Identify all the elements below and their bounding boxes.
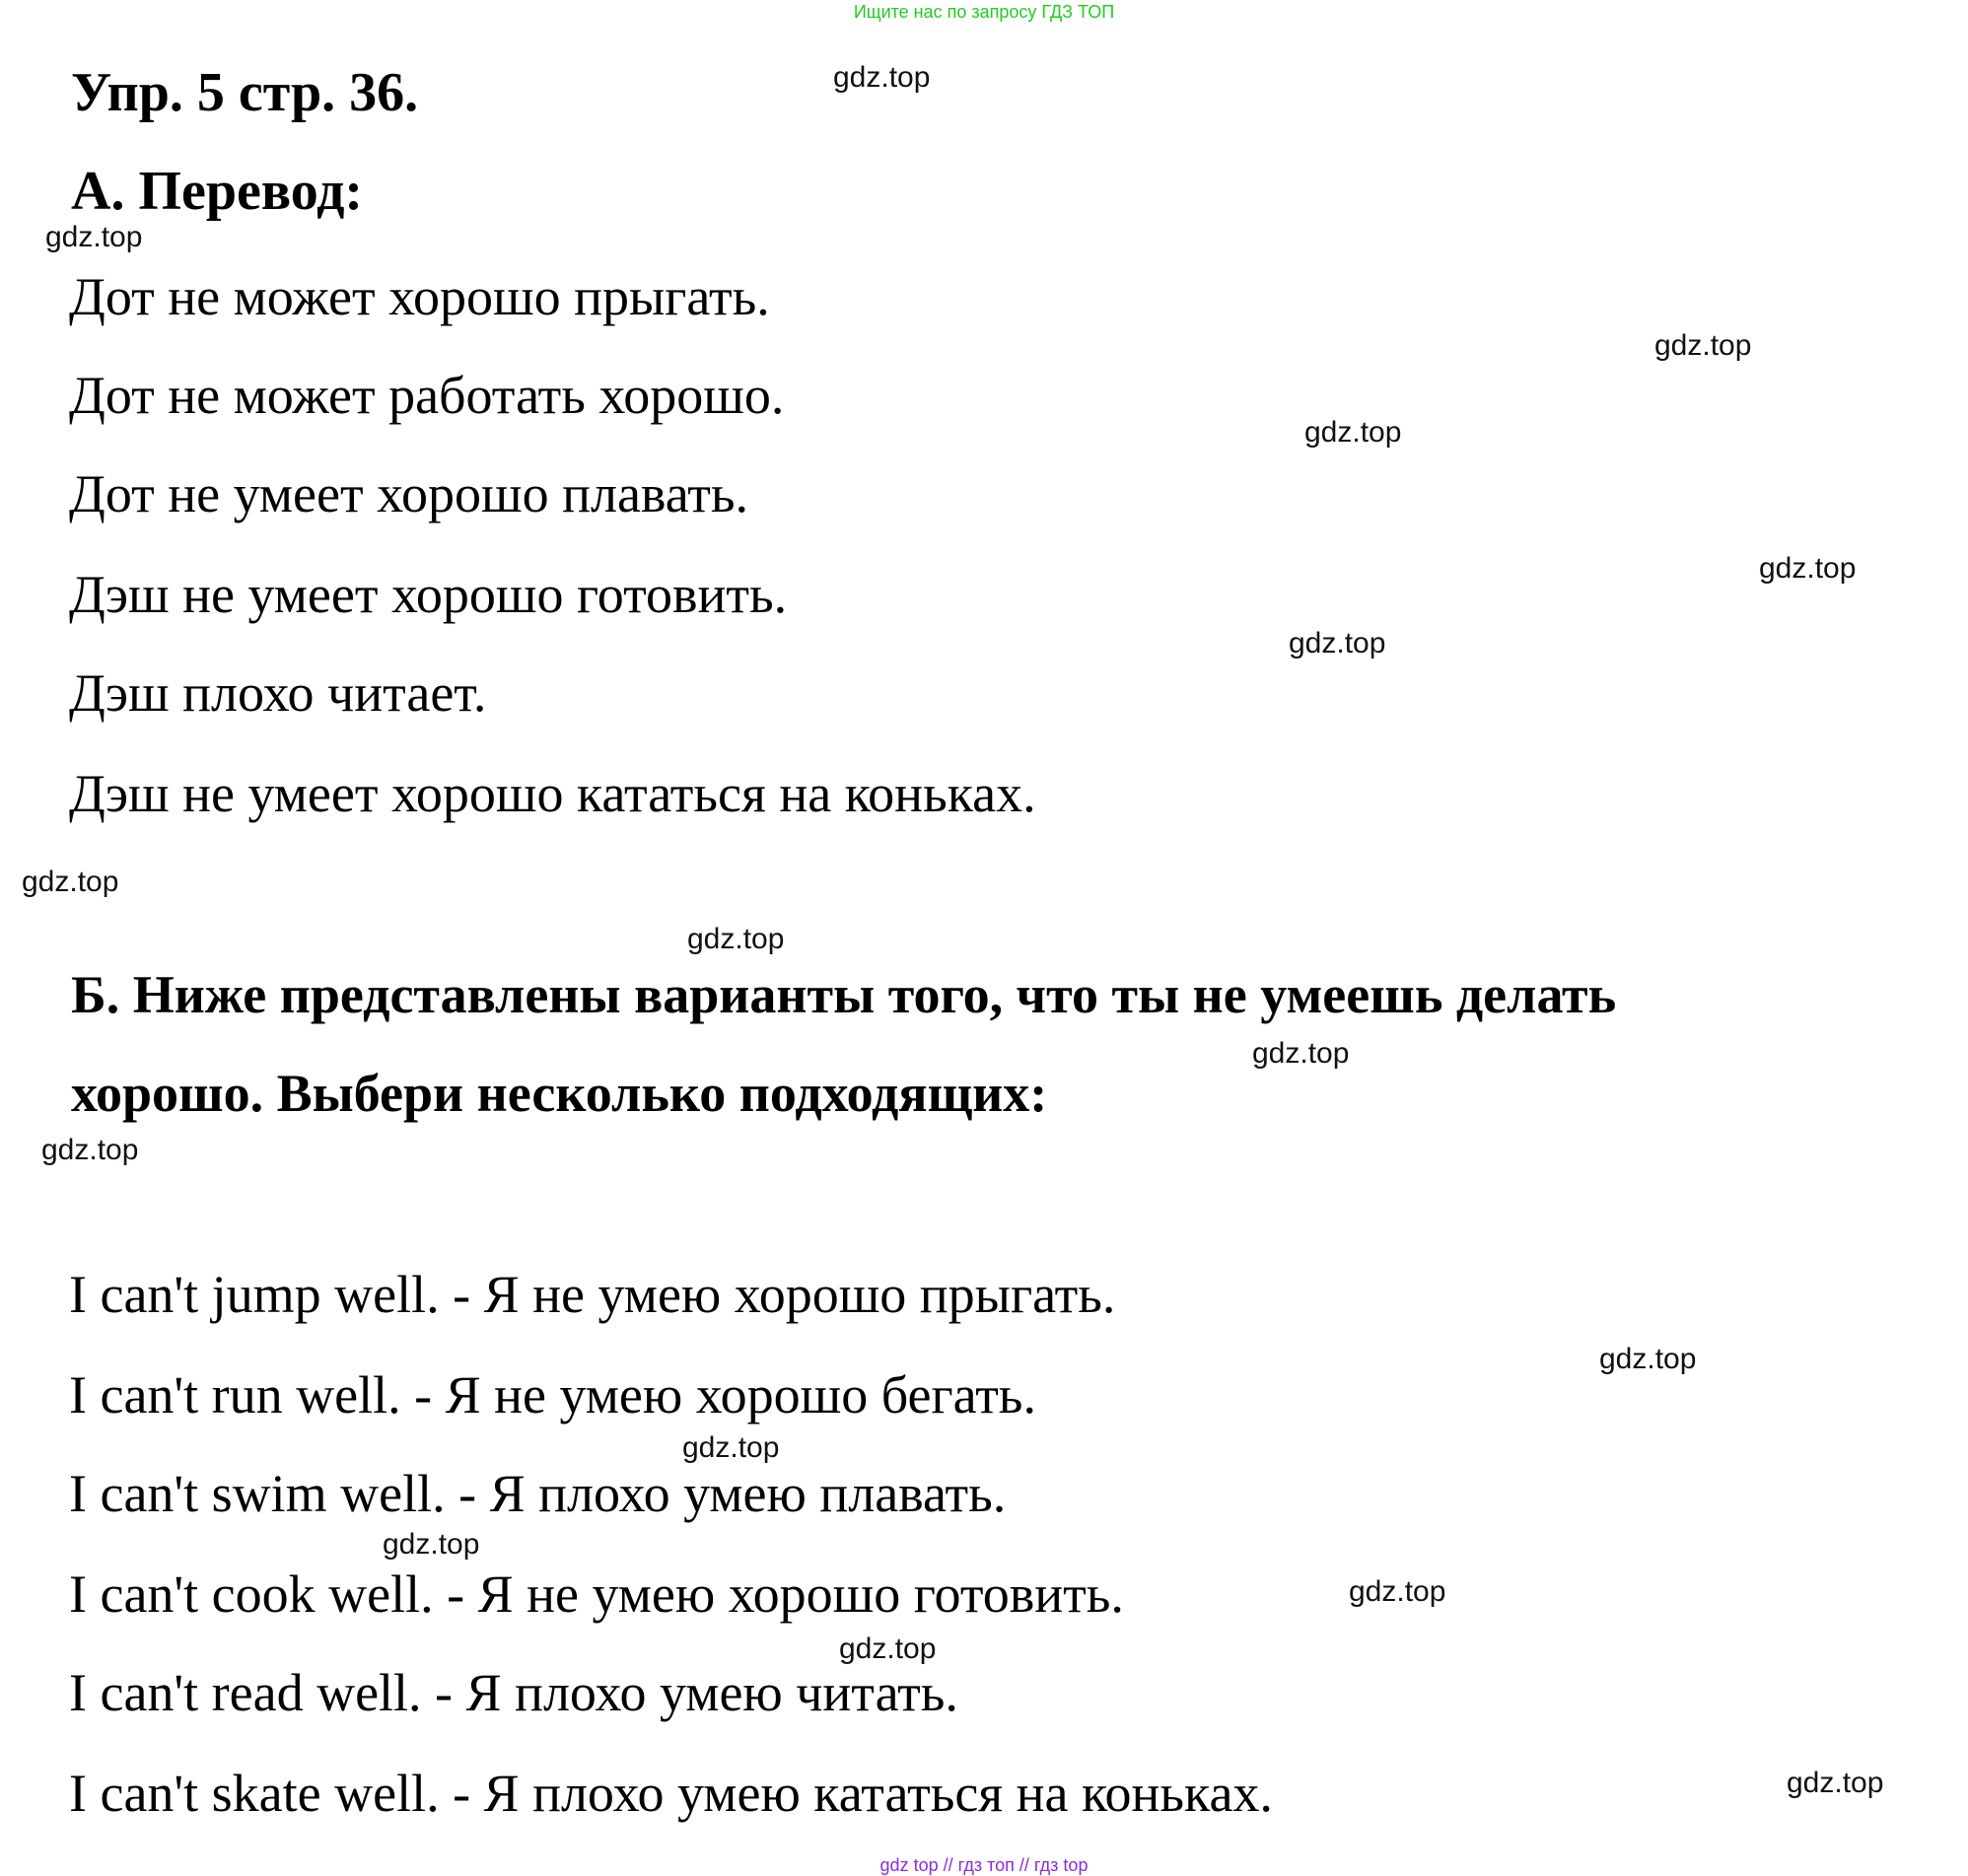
watermark: gdz.top [1304,416,1402,449]
footer-watermark: gdz top // гдз топ // гдз top [879,1855,1089,1875]
answer-line-2: I can't run well. - Я не умею хорошо бегать. [69,1365,1036,1424]
watermark: gdz.top [45,221,143,253]
section-b-heading-line-2: хорошо. Выбери несколько подходящих: [71,1064,1048,1123]
watermark: gdz.top [1252,1037,1350,1070]
translation-line-1: Дот не может хорошо прыгать. [69,267,770,326]
translation-line-6: Дэш не умеет хорошо кататься на коньках. [69,764,1036,823]
watermark: gdz.top [687,923,785,955]
section-b-heading-line-1: Б. Ниже представлены варианты того, что ты не умеешь делать [71,965,1617,1024]
watermark: gdz.top [839,1633,937,1665]
section-a-heading: А. Перевод: [71,161,364,222]
watermark: gdz.top [1759,552,1857,585]
answer-line-6: I can't skate well. - Я плохо умею кататься на коньках. [69,1764,1273,1823]
watermark: gdz.top [1349,1575,1446,1608]
watermark: gdz.top [833,61,931,94]
exercise-title: Упр. 5 стр. 36. [71,62,419,123]
top-banner: Ищите нас по запросу ГДЗ ТОП [853,2,1115,22]
watermark: gdz.top [383,1528,480,1561]
answer-line-1: I can't jump well. - Я не умею хорошо прыгать. [69,1265,1116,1324]
watermark: gdz.top [1787,1767,1884,1799]
watermark: gdz.top [1654,329,1752,362]
translation-line-5: Дэш плохо читает. [69,663,487,723]
translation-line-3: Дот не умеет хорошо плавать. [69,464,749,523]
answer-line-5: I can't read well. - Я плохо умею читать. [69,1663,958,1722]
watermark: gdz.top [22,866,119,898]
answer-line-4: I can't cook well. - Я не умею хорошо готовить. [69,1564,1124,1624]
translation-line-4: Дэш не умеет хорошо готовить. [69,565,788,624]
watermark: gdz.top [1599,1343,1697,1375]
translation-line-2: Дот не может работать хорошо. [69,366,785,425]
watermark: gdz.top [682,1431,780,1464]
watermark: gdz.top [1289,627,1386,660]
watermark: gdz.top [41,1134,139,1166]
answer-line-3: I can't swim well. - Я плохо умею плавать. [69,1464,1007,1523]
